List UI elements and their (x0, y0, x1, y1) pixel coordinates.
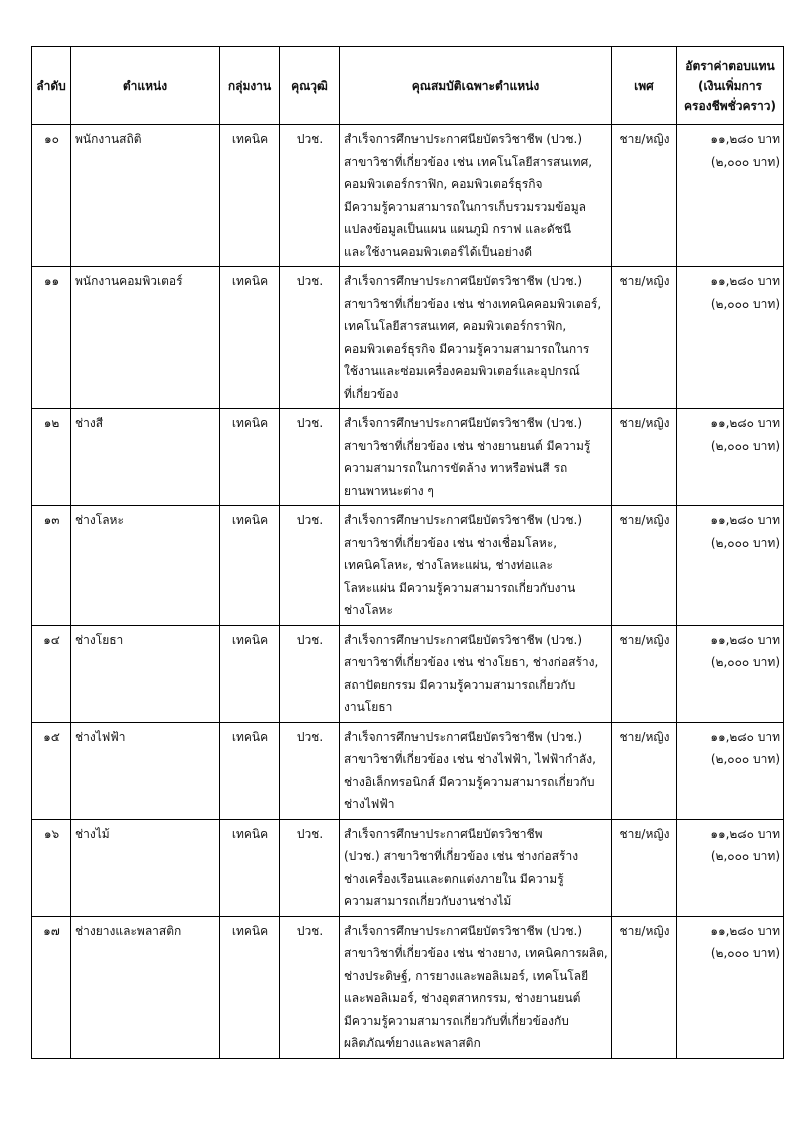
allowance-amount: (๒,๐๐๐ บาท) (710, 296, 780, 311)
row-position: ช่างโลหะ (71, 506, 220, 626)
description-line: สาขาวิชาที่เกี่ยวข้อง เช่น เทคโนโลยีสารสนเทศ, (344, 154, 593, 169)
header-rate-line: อัตราค่าตอบแทน (685, 58, 775, 73)
row-group: เทคนิค (220, 267, 280, 409)
description-line: ใช้งานและซ่อมเครื่องคอมพิวเตอร์และอุปกรณ์ (344, 364, 580, 378)
description-line: โลหะแผ่น มีความรู้ความสามารถเกี่ยวกับงาน (344, 580, 576, 595)
table-row (32, 819, 784, 916)
allowance-amount: (๒,๐๐๐ บาท) (710, 438, 780, 453)
rate-amount: ๑๑,๒๘๐ บาท (710, 132, 780, 146)
table-row (32, 267, 784, 409)
rate-amount: ๑๑,๒๘๐ บาท (710, 632, 780, 647)
description-line: ความสามารถในการขัดล้าง ทาหรือพ่นสี รถ (344, 461, 568, 475)
row-rate (677, 125, 784, 267)
row-position: ช่างไม้ (71, 819, 220, 916)
description-line: สำเร็จการศึกษาประกาศนียบัตรวิชาชีพ (ปวช.) (344, 729, 583, 744)
row-position: พนักงานสถิติ (71, 125, 220, 267)
description-line: สำเร็จการศึกษาประกาศนียบัตรวิชาชีพ (344, 826, 543, 841)
description-line: สำเร็จการศึกษาประกาศนียบัตรวิชาชีพ (ปวช.) (344, 513, 583, 527)
row-position: พนักงานคอมพิวเตอร์ (71, 267, 220, 409)
description-line: สำเร็จการศึกษาประกาศนียบัตรวิชาชีพ (ปวช.) (344, 632, 583, 647)
description-line: ความสามารถเกี่ยวกับงานช่างไม้ (344, 894, 512, 908)
description-line: สาขาวิชาที่เกี่ยวข้อง เช่น ช่างยานยนต์ มีความรู้ (344, 438, 591, 453)
description-line: ช่างประดิษฐ์, การยางและพอลิเมอร์, เทคโนโลยี (344, 968, 589, 983)
row-number: ๑๐ (32, 125, 71, 267)
description-line: แปลงข้อมูลเป็นแผน แผนภูมิ กราฟ และดัชนี (344, 222, 571, 236)
rate-amount: ๑๑,๒๘๐ บาท (710, 923, 780, 938)
description-line: ช่างโลหะ (344, 603, 393, 617)
description-line: ที่เกี่ยวข้อง (344, 386, 399, 401)
allowance-amount: (๒,๐๐๐ บาท) (710, 535, 780, 550)
row-sex: ชาย/หญิง (612, 916, 677, 1058)
description-line: ช่างอิเล็กทรอนิกส์ มีความรู้ความสามารถเกี่ยวกับ (344, 774, 595, 789)
allowance-amount: (๒,๐๐๐ บาท) (710, 655, 780, 669)
row-rate (677, 916, 784, 1058)
row-description (340, 267, 612, 409)
header-sex: เพศ (612, 47, 677, 125)
row-rate (677, 722, 784, 819)
header-rate (677, 47, 784, 125)
row-sex: ชาย/หญิง (612, 267, 677, 409)
row-sex: ชาย/หญิง (612, 125, 677, 267)
rate-amount: ๑๑,๒๘๐ บาท (710, 416, 780, 430)
row-qualification: ปวช. (280, 125, 340, 267)
row-position: ช่างไฟฟ้า (71, 722, 220, 819)
row-number: ๑๗ (32, 916, 71, 1058)
row-rate (677, 267, 784, 409)
row-group: เทคนิค (220, 409, 280, 506)
description-line: มีความรู้ความสามารถเกี่ยวกับที่เกี่ยวข้องกับ (344, 1013, 569, 1028)
row-number: ๑๑ (32, 267, 71, 409)
table-row (32, 625, 784, 722)
row-description (340, 916, 612, 1058)
row-description (340, 409, 612, 506)
row-rate (677, 819, 784, 916)
header-rate-line: (เงินเพิ่มการ (697, 78, 763, 93)
rate-amount: ๑๑,๒๘๐ บาท (710, 729, 780, 744)
description-line: สาขาวิชาที่เกี่ยวข้อง เช่น ช่างเชื่อมโลหะ, (344, 535, 558, 550)
row-qualification: ปวช. (280, 722, 340, 819)
description-line: และพอลิเมอร์, ช่างอุตสาหกรรม, ช่างยานยนต์ (344, 991, 581, 1005)
rate-amount: ๑๑,๒๘๐ บาท (710, 274, 780, 288)
row-rate (677, 506, 784, 626)
header-rate-line: ครองชีพชั่วคราว) (684, 98, 776, 113)
row-sex: ชาย/หญิง (612, 819, 677, 916)
description-line: มีความรู้ความสามารถในการเก็บรวมรวมข้อมูล (344, 199, 586, 214)
description-line: และใช้งานคอมพิวเตอร์ได้เป็นอย่างดี (344, 244, 533, 259)
row-number: ๑๔ (32, 625, 71, 722)
row-rate (677, 625, 784, 722)
description-line: สถาปัตยกรรม มีความรู้ความสามารถเกี่ยวกับ (344, 677, 576, 692)
row-group: เทคนิค (220, 506, 280, 626)
row-number: ๑๒ (32, 409, 71, 506)
row-rate (677, 409, 784, 506)
description-line: งานโยธา (344, 700, 393, 714)
row-number: ๑๓ (32, 506, 71, 626)
row-position: ช่างยางและพลาสติก (71, 916, 220, 1058)
table-body (32, 125, 784, 1059)
description-line: สาขาวิชาที่เกี่ยวข้อง เช่น ช่างยาง, เทคนิคการผลิต, (344, 946, 608, 960)
header-position: ตำแหน่ง (71, 47, 220, 125)
description-line: คอมพิวเตอร์ธุรกิจ มีความรู้ความสามารถในการ (344, 341, 590, 356)
description-line: สาขาวิชาที่เกี่ยวข้อง เช่น ช่างเทคนิคคอมพิวเตอร์, (344, 296, 602, 311)
table-row (32, 506, 784, 626)
description-line: ช่างไฟฟ้า (344, 797, 395, 811)
description-line: สาขาวิชาที่เกี่ยวข้อง เช่น ช่างโยธา, ช่างก่อสร้าง, (344, 655, 599, 669)
row-group: เทคนิค (220, 916, 280, 1058)
row-number: ๑๕ (32, 722, 71, 819)
description-line: ผลิตภัณฑ์ยางและพลาสติก (344, 1036, 481, 1050)
row-description (340, 125, 612, 267)
header-group: กลุ่มงาน (220, 47, 280, 125)
allowance-amount: (๒,๐๐๐ บาท) (710, 752, 780, 766)
row-sex: ชาย/หญิง (612, 409, 677, 506)
description-line: ช่างเครื่องเรือนและตกแต่งภายใน มีความรู้ (344, 871, 564, 886)
description-line: สำเร็จการศึกษาประกาศนียบัตรวิชาชีพ (ปวช.) (344, 274, 583, 288)
header-description: คุณสมบัติเฉพาะตำแหน่ง (340, 47, 612, 125)
description-line: ยานพาหนะต่าง ๆ (344, 483, 434, 498)
allowance-amount: (๒,๐๐๐ บาท) (710, 849, 780, 863)
header-no: ลำดับ (32, 47, 71, 125)
description-line: สาขาวิชาที่เกี่ยวข้อง เช่น ช่างไฟฟ้า, ไฟฟ้ากำลัง, (344, 752, 596, 766)
row-sex: ชาย/หญิง (612, 722, 677, 819)
row-description (340, 506, 612, 626)
row-description (340, 625, 612, 722)
row-qualification: ปวช. (280, 409, 340, 506)
rate-amount: ๑๑,๒๘๐ บาท (710, 826, 780, 841)
description-line: (ปวช.) สาขาวิชาที่เกี่ยวข้อง เช่น ช่างก่อสร้าง (344, 849, 579, 863)
row-position: ช่างโยธา (71, 625, 220, 722)
description-line: สำเร็จการศึกษาประกาศนียบัตรวิชาชีพ (ปวช.) (344, 923, 583, 938)
allowance-amount: (๒,๐๐๐ บาท) (710, 946, 780, 960)
row-description (340, 819, 612, 916)
table-row (32, 722, 784, 819)
header-row (32, 47, 784, 125)
row-qualification: ปวช. (280, 506, 340, 626)
row-qualification: ปวช. (280, 625, 340, 722)
row-description (340, 722, 612, 819)
row-sex: ชาย/หญิง (612, 506, 677, 626)
description-line: คอมพิวเตอร์กราฟิก, คอมพิวเตอร์ธุรกิจ (344, 177, 543, 191)
description-line: สำเร็จการศึกษาประกาศนียบัตรวิชาชีพ (ปวช.) (344, 416, 583, 430)
row-group: เทคนิค (220, 625, 280, 722)
description-line: เทคนิคโลหะ, ช่างโลหะแผ่น, ช่างท่อและ (344, 558, 553, 572)
row-qualification: ปวช. (280, 819, 340, 916)
row-group: เทคนิค (220, 819, 280, 916)
description-line: เทคโนโลยีสารสนเทศ, คอมพิวเตอร์กราฟิก, (344, 319, 567, 333)
header-qualification: คุณวุฒิ (280, 47, 340, 125)
table-row (32, 125, 784, 267)
rate-amount: ๑๑,๒๘๐ บาท (710, 513, 780, 527)
row-number: ๑๖ (32, 819, 71, 916)
table-row (32, 916, 784, 1058)
row-position: ช่างสี (71, 409, 220, 506)
row-sex: ชาย/หญิง (612, 625, 677, 722)
allowance-amount: (๒,๐๐๐ บาท) (710, 154, 780, 169)
table-row (32, 409, 784, 506)
row-group: เทคนิค (220, 722, 280, 819)
row-qualification: ปวช. (280, 916, 340, 1058)
positions-table (31, 46, 784, 1059)
row-group: เทคนิค (220, 125, 280, 267)
row-qualification: ปวช. (280, 267, 340, 409)
description-line: สำเร็จการศึกษาประกาศนียบัตรวิชาชีพ (ปวช.) (344, 132, 583, 146)
